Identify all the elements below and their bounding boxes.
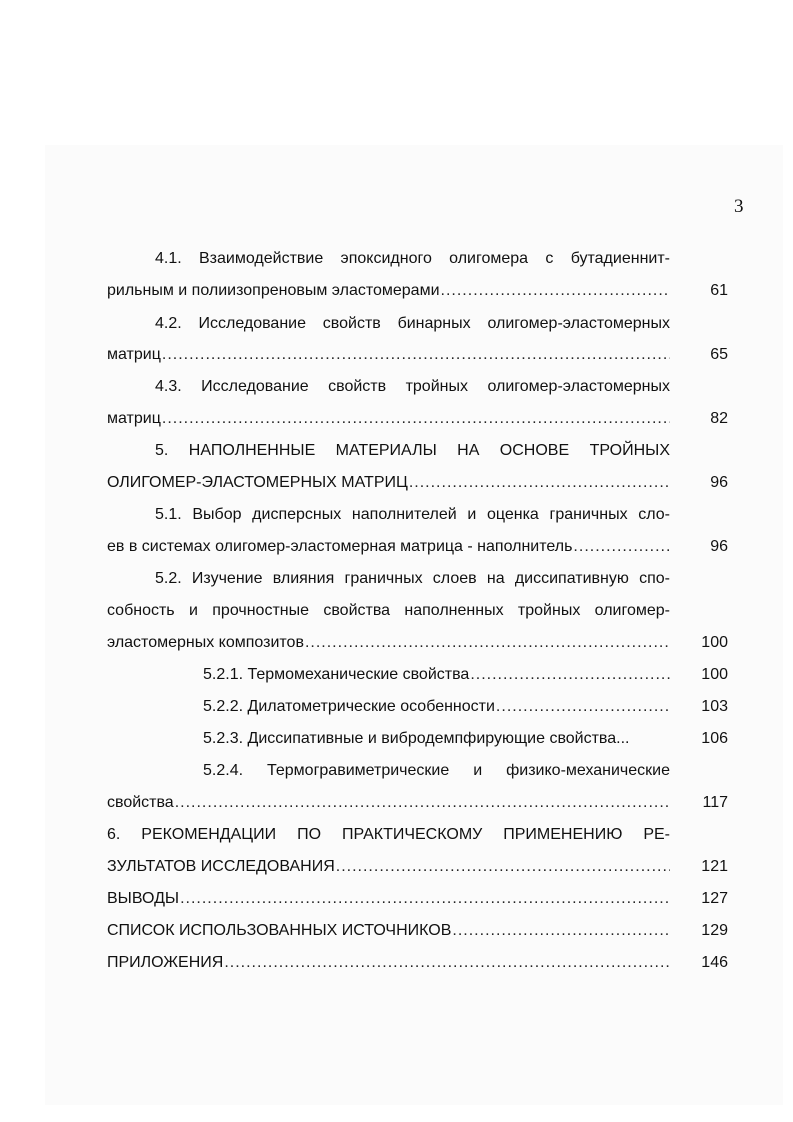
toc-entry-5-2-2: 5.2.2. Дилатометрические особенности .....: [203, 696, 670, 718]
toc-entry-references: СПИСОК ИСПОЛЬЗОВАННЫХ ИСТОЧНИКОВ .....: [107, 920, 670, 942]
dot-leader: [162, 408, 670, 430]
toc-entry-references-page: 129: [701, 922, 728, 939]
toc-entry-5-2-line-2: собность и прочностные свойства наполненных тройных олигомер-: [107, 602, 670, 619]
dot-leader: [175, 792, 670, 814]
toc-entry-5-2-3: 5.2.3. Диссипативные и вибродемпфирующие свойства...: [203, 730, 630, 747]
dot-leader: [496, 696, 670, 718]
dot-leader: [180, 888, 670, 910]
toc-entry-4-1-line-1: 4.1. Взаимодействие эпоксидного олигомера с бутадиеннит-: [155, 250, 670, 267]
toc-entry-5-page: 96: [710, 474, 728, 491]
toc-entry-5-2-4-line-2: свойства .....: [107, 792, 670, 814]
toc-entry-4-2-line-2: матриц .....: [107, 344, 670, 366]
toc-entry-conclusions-page: 127: [701, 890, 728, 907]
dot-leader: [305, 632, 670, 654]
toc-entry-5-line-2: ОЛИГОМЕР-ЭЛАСТОМЕРНЫХ МАТРИЦ .....: [107, 472, 670, 494]
toc-entry-5-2-2-page: 103: [701, 698, 728, 715]
toc-entry-4-3-line-1: 4.3. Исследование свойств тройных олигомер-эластомерных: [155, 378, 670, 395]
toc-entry-5-1-line-1: 5.1. Выбор дисперсных наполнителей и оценка граничных сло-: [155, 506, 670, 523]
toc-entry-5-2-4-line-1: 5.2.4. Термогравиметрические и физико-механические: [203, 762, 670, 779]
dot-leader: [441, 280, 670, 302]
toc-entry-5-line-1: 5. НАПОЛНЕННЫЕ МАТЕРИАЛЫ НА ОСНОВЕ ТРОЙНЫХ: [155, 442, 670, 459]
dot-leader: [409, 472, 670, 494]
toc-entry-conclusions: ВЫВОДЫ .....: [107, 888, 670, 910]
toc-entry-5-2-line-3: эластомерных композитов .....: [107, 632, 670, 654]
dot-leader: [470, 664, 670, 686]
toc-entry-5-2-1: 5.2.1. Термомеханические свойства .....: [203, 664, 670, 686]
toc-entry-4-1-page: 61: [710, 282, 728, 299]
toc-entry-4-2-page: 65: [710, 346, 728, 363]
dot-leader: [573, 536, 670, 558]
toc-entry-5-2-line-1: 5.2. Изучение влияния граничных слоев на диссипативную спо-: [155, 570, 670, 587]
dot-leader: [162, 344, 670, 366]
page-number: 3: [734, 196, 744, 217]
toc-entry-4-2-line-1: 4.2. Исследование свойств бинарных олигомер-эластомерных: [155, 315, 670, 332]
toc-entry-appendices: ПРИЛОЖЕНИЯ .....: [107, 952, 670, 974]
toc-entry-6-line-2: ЗУЛЬТАТОВ ИССЛЕДОВАНИЯ .....: [107, 856, 670, 878]
toc-entry-4-3-line-2: матриц .....: [107, 408, 670, 430]
toc-entry-5-1-line-2: ев в системах олигомер-эластомерная матрица - наполнитель .....: [107, 536, 670, 558]
toc-entry-5-2-4-page: 117: [702, 794, 728, 811]
toc-entry-5-2-3-page: 106: [701, 730, 728, 747]
toc-entry-5-1-page: 96: [710, 538, 728, 555]
toc-entry-4-1-line-2: рильным и полиизопреновым эластомерами .....: [107, 280, 670, 302]
dot-leader: [224, 952, 670, 974]
dot-leader: [336, 856, 670, 878]
toc-entry-4-3-page: 82: [710, 410, 728, 427]
toc-entry-6-line-1: 6. РЕКОМЕНДАЦИИ ПО ПРАКТИЧЕСКОМУ ПРИМЕНЕНИЮ РЕ-: [107, 826, 670, 843]
toc-entry-appendices-page: 146: [701, 954, 728, 971]
toc-entry-5-2-1-page: 100: [701, 666, 728, 683]
toc-entry-6-page: 121: [701, 858, 728, 875]
dot-leader: [452, 920, 670, 942]
toc-entry-5-2-page: 100: [701, 634, 728, 651]
